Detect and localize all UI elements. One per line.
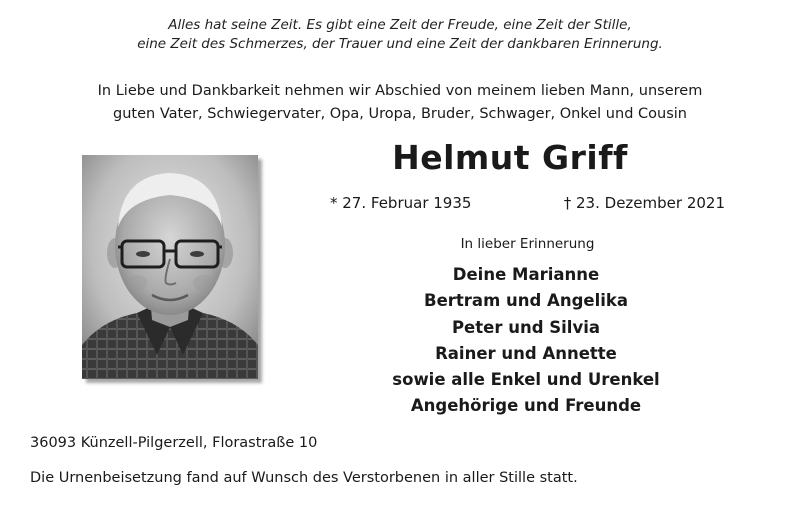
deceased-name: Helmut Griff xyxy=(392,138,628,177)
life-dates xyxy=(330,194,725,212)
intro-line-2: guten Vater, Schwiegervater, Opa, Uropa, Bruder, Schwager, Onkel und Cousin xyxy=(113,106,687,122)
mourner-entry: Angehörige und Freunde xyxy=(410,396,642,416)
mourner-entry: Deine Marianne xyxy=(452,265,600,284)
family-address: 36093 Künzell-Pilgerzell, Florastraße 10 xyxy=(30,435,318,451)
intro-text xyxy=(0,80,800,126)
mourners-lead: In lieber Erinnerung xyxy=(460,236,595,252)
motto-line-2: eine Zeit des Schmerzes, der Trauer und eine Zeit der dankbaren Erinnerung. xyxy=(137,36,663,52)
mourner-entry: sowie alle Enkel und Urenkel xyxy=(392,370,660,390)
portrait-photo xyxy=(82,155,258,379)
mourner-entry: Peter und Silvia xyxy=(451,317,601,337)
mourner-entry: Bertram und Angelika xyxy=(424,291,628,311)
mourner-entry: Rainer und Annette xyxy=(435,343,617,363)
death-date: † 23. Dezember 2021 xyxy=(563,194,725,212)
mourners-list xyxy=(326,262,726,420)
intro-line-1: In Liebe und Dankbarkeit nehmen wir Abschied von meinem lieben Mann, unserem xyxy=(97,83,703,99)
motto-line-1: Alles hat seine Zeit. Es gibt eine Zeit der Freude, eine Zeit der Stille, xyxy=(168,17,632,33)
birth-date: * 27. Februar 1935 xyxy=(330,194,472,212)
motto-quote xyxy=(0,16,800,54)
portrait-image xyxy=(82,155,258,379)
burial-notice: Die Urnenbeisetzung fand auf Wunsch des Verstorbenen in aller Stille statt. xyxy=(30,470,578,486)
